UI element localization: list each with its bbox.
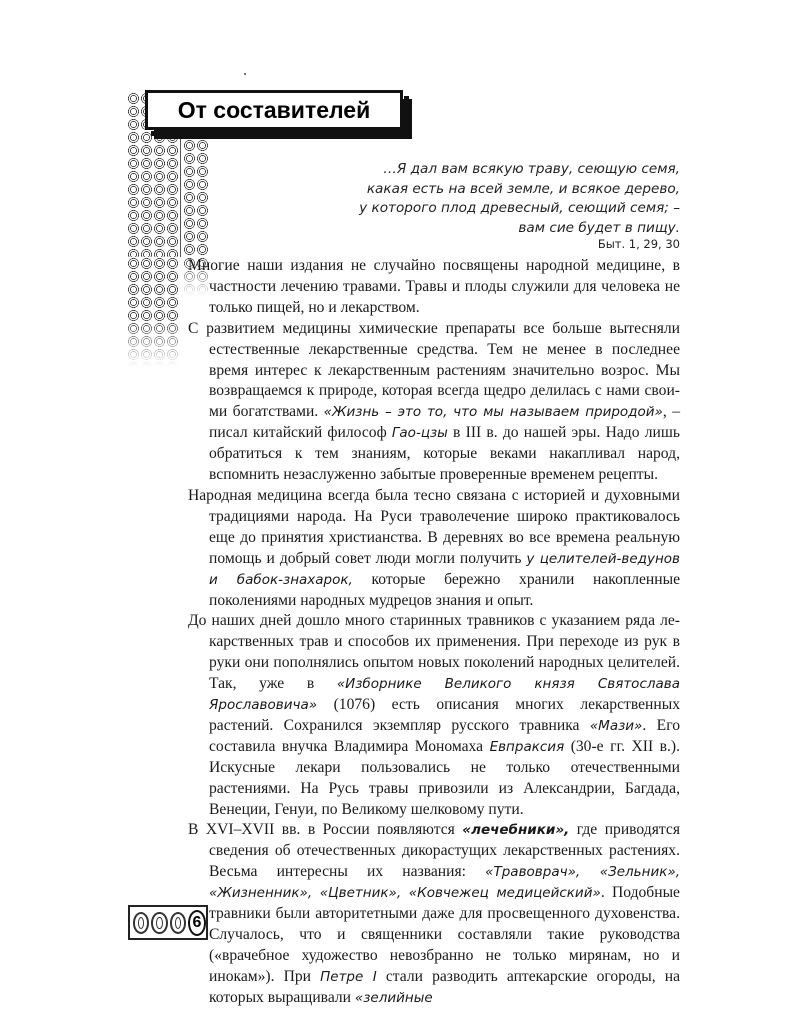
book-title-text: «Изборнике Великого князя Святослава Ярославовича»: [209, 676, 680, 714]
main-text: [188, 256, 680, 1009]
divider: [180, 139, 181, 257]
quote-text: «Жизнь – это то, что мы называем природой»: [323, 404, 663, 421]
paragraph-text: , – писал китайский философ: [209, 403, 681, 442]
epigraph-reference: Быт. 1, 29, 30: [597, 237, 680, 251]
emphasis-text: у целителей-ведунов и бабок-знахарок,: [209, 550, 680, 588]
epigraph-line: вам сие будет в пищу.: [518, 219, 680, 236]
name-text: Гао-цзы: [391, 425, 448, 442]
paragraph: [188, 486, 680, 611]
paragraph-text: где приводятся сведения об отечественных дикорастущих лекарственных растениях. Весьма интересны их названия:: [209, 821, 680, 881]
paragraph-text: (30-е гг. XII в.). Искусные лекари пользовались не только отечественными растениями. На Русь травы привозили из Александрии, Багдада, Венеции, Генуи, по Великому шелковому пути.: [209, 737, 680, 818]
paragraph-text: . Его составила внучка Владимира Мономаха: [209, 716, 680, 755]
paragraph: [188, 319, 680, 486]
paragraph-text: С развитием медицины химические препараты все больше вытесняли естественные лекарственные средства. Тем не менее в последнее время интерес к лекарственным растениям значительно возрос. Мы возвращаемся к природе, которая всегда щедро делилась с нами своими богатствами.: [188, 319, 680, 421]
title-box: [145, 90, 403, 130]
ornament-circle-icon: [133, 912, 149, 934]
quote-text: «зелийные: [354, 989, 433, 1006]
paragraph-text: стали разводить аптекарские огороды, на которых выращивали: [209, 967, 680, 1006]
paragraph-text: Многие наши издания не случайно посвящены народной медицине, в частности лечению травами. Травы и плоды служили для человека не только пищей, но и лекарством.: [188, 257, 680, 316]
book-title-text: «Травоврач», «Зельник», «Жизненник», «Цветник», «Ковчежец медицейский»: [209, 864, 680, 902]
paragraph-text: До наших дней дошло много старинных травников с указанием ряда лекарственных трав и способов их применения. При переходе из рук в руки они пополнялись опытом новых поколений народных целителей. Так, уже в: [188, 612, 680, 693]
decorative-circle-pattern-inner: [183, 139, 209, 257]
decorative-circle-pattern-fade: [127, 257, 179, 367]
paragraph-text: Народная медицина всегда была тесно связана с историей и духовными традициями народа. На Руси траволечение широко практиковалось еще до принятия христианства. В деревнях во все времена реальную помощь и добрый совет люди могли получить: [188, 486, 680, 567]
page-number: 6: [188, 910, 206, 936]
paragraph-text: . Подобные травники были авторитетными даже для просвещенного духовенства. Случалось, что и священники составляли такие руководства («врачебное художество невозбранно не только мирянам, но и инокам»). При: [209, 884, 680, 985]
ornament-circle-icon: [170, 912, 186, 934]
bold-term-text: «лечебники»,: [462, 822, 570, 839]
paragraph: [188, 256, 680, 319]
paragraph: [188, 820, 680, 1008]
epigraph-line: какая есть на всей земле, и всякое дерево,: [366, 180, 680, 197]
print-dot: [244, 73, 246, 75]
epigraph-line: у которого плод древесный, сеющий семя; –: [359, 200, 680, 217]
paragraph-text: В XVI–XVII вв. в России появляются: [188, 821, 463, 839]
paragraph-text: (1076) есть описания многих лекарственных растений. Сохранился экземпляр русского травника: [209, 696, 680, 734]
ornament-circle-icon: [151, 912, 167, 934]
epigraph-line: …Я дал вам всякую траву, сеющую семя,: [383, 161, 680, 177]
name-text: Петре I: [320, 968, 377, 985]
name-text: Евпраксия: [489, 738, 565, 755]
paragraph-text: которые бережно хранили накопленные поколениями народных мудрецов знания и опыт.: [209, 570, 681, 609]
book-title-text: «Мази»: [589, 717, 643, 734]
paragraph: [188, 611, 680, 820]
paragraph-text: в III в. до нашей эры. Надо лишь обратиться к тем знаниям, которые веками накапливал народ, вспомнить незаслуженно забытые проверенные временем рецепты.: [209, 424, 680, 484]
title-frame: [145, 90, 403, 130]
epigraph: [260, 160, 680, 238]
page-title: От составителей: [177, 96, 371, 123]
page-number-box: [128, 905, 208, 940]
